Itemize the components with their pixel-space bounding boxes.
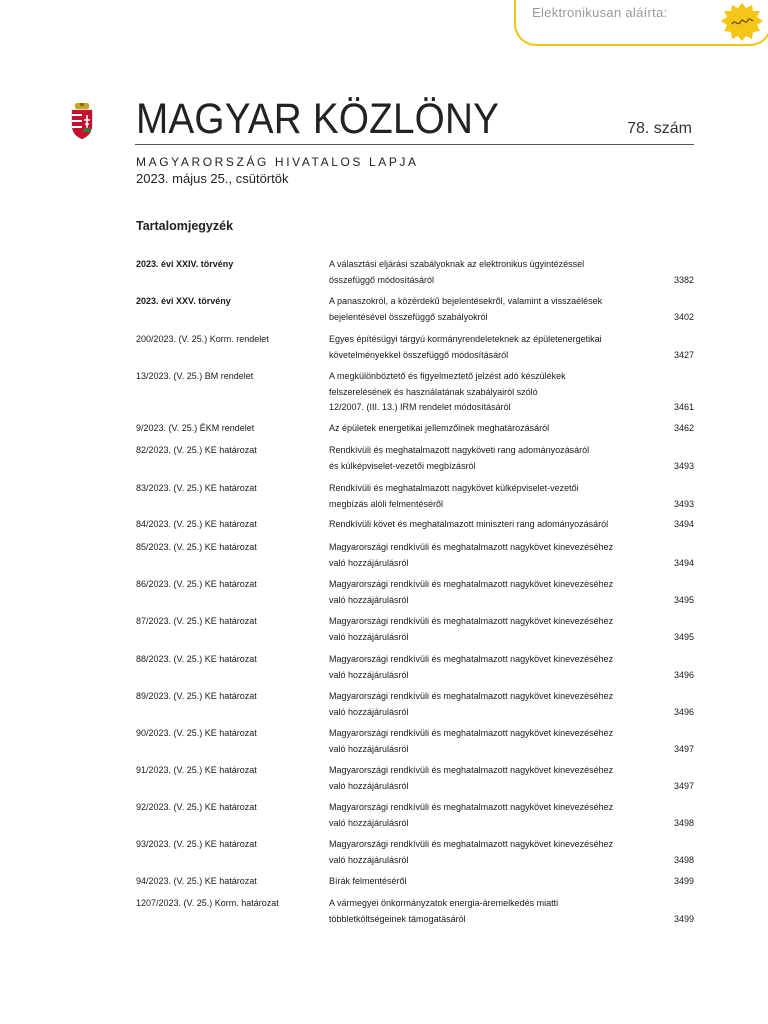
toc-page-number: 3493 <box>673 498 694 509</box>
toc-act-reference: 89/2023. (V. 25.) KE határozat <box>136 691 257 701</box>
toc-heading: Tartalomjegyzék <box>136 219 234 233</box>
toc-entry-title-line: Magyarországi rendkívüli és meghatalmazott nagykövet kinevezéséhez <box>329 579 614 589</box>
toc-act-reference: 2023. évi XXV. törvény <box>136 296 231 306</box>
toc-act-reference: 1207/2023. (V. 25.) Korm. határozat <box>136 898 279 908</box>
toc-entry-title-line: való hozzájárulásról <box>329 631 409 642</box>
toc-entry-title-line: A vármegyei önkormányzatok energia-áremelkedés miatti <box>329 898 559 908</box>
toc-entry-title <box>329 874 649 890</box>
toc-entry-title <box>329 443 649 474</box>
toc-act-reference: 92/2023. (V. 25.) KE határozat <box>136 802 257 812</box>
toc-act-reference: 87/2023. (V. 25.) KE határozat <box>136 616 257 626</box>
toc-act-reference: 82/2023. (V. 25.) KE határozat <box>136 445 257 455</box>
toc-act-reference: 9/2023. (V. 25.) ÉKM rendelet <box>136 423 255 433</box>
toc-entry-title-line: és külképviselet-vezetői megbízásról <box>329 460 476 471</box>
toc-entry-title-line: Rendkívüli és meghatalmazott nagyköveti rang adományozásáról <box>329 445 590 455</box>
toc-page-number: 3495 <box>673 631 694 642</box>
issue-date: 2023. május 25., csütörtök <box>136 171 289 186</box>
toc-entry-title-line: Bírák felmentéséről <box>329 876 407 886</box>
toc-act-reference: 86/2023. (V. 25.) KE határozat <box>136 579 257 589</box>
toc-entry-title-line: 12/2007. (III. 13.) IRM rendelet módosításáról <box>329 402 511 412</box>
toc-page-number: 3382 <box>673 274 694 285</box>
toc-page-number: 3498 <box>673 817 694 828</box>
toc-entry-title <box>329 896 649 927</box>
electronic-signature-box <box>514 0 768 46</box>
toc-entry-title-line: való hozzájárulásról <box>329 594 409 605</box>
toc-entry-title-line: való hozzájárulásról <box>329 706 409 717</box>
toc-entry-title <box>329 577 649 608</box>
toc-page-number: 3461 <box>673 402 694 412</box>
toc-act-reference: 91/2023. (V. 25.) KE határozat <box>136 765 257 775</box>
toc-act-reference: 93/2023. (V. 25.) KE határozat <box>136 839 257 849</box>
toc-act-reference: 84/2023. (V. 25.) KE határozat <box>136 519 257 529</box>
toc-entry-title-line: Magyarországi rendkívüli és meghatalmazott nagykövet kinevezéséhez <box>329 616 614 626</box>
toc-entry-title-line: való hozzájárulásról <box>329 780 409 791</box>
toc-page-number: 3495 <box>673 594 694 605</box>
toc-page-number: 3497 <box>673 743 694 754</box>
toc-act-reference: 88/2023. (V. 25.) KE határozat <box>136 654 257 664</box>
toc-act-reference: 13/2023. (V. 25.) BM rendelet <box>136 371 254 381</box>
toc-entry-title <box>329 763 649 794</box>
toc-page-number: 3499 <box>673 913 694 924</box>
gazette-title: MAGYAR KÖZLÖNY <box>136 95 500 143</box>
toc-entry-title-line: Egyes építésügyi tárgyú kormányrendeleteknek az épületenergetikai <box>329 334 602 344</box>
toc-page-number: 3498 <box>673 854 694 865</box>
toc-entry-title-line: Magyarországi rendkívüli és meghatalmazott nagykövet kinevezéséhez <box>329 691 614 701</box>
signature-label: Elektronikusan aláírta: <box>532 5 668 20</box>
toc-entry-title-line: bejelentésével összefüggő szabályokról <box>329 311 488 322</box>
toc-entry-title-line: Magyarországi rendkívüli és meghatalmazott nagykövet kinevezéséhez <box>329 839 614 849</box>
toc-entry-title <box>329 614 649 645</box>
toc-entry-title-line: Magyarországi rendkívüli és meghatalmazott nagykövet kinevezéséhez <box>329 802 614 812</box>
toc-entry-title-line: Magyarországi rendkívüli és meghatalmazott nagykövet kinevezéséhez <box>329 765 614 775</box>
toc-entry-title <box>329 294 649 325</box>
toc-entry-title-line: való hozzájárulásról <box>329 557 409 568</box>
toc-entry-title-line: követelményekkel összefüggő módosításáról <box>329 349 509 360</box>
toc-entry-title-line: felszerelésének és használatának szabályairól szóló <box>329 386 538 397</box>
toc-entry-title-line: Az épületek energetikai jellemzőinek meghatározásáról <box>329 423 550 433</box>
toc-entry-title <box>329 540 649 571</box>
toc-entry-title-line: való hozzájárulásról <box>329 817 409 828</box>
toc-act-reference: 94/2023. (V. 25.) KE határozat <box>136 876 257 886</box>
toc-page-number: 3494 <box>673 519 694 529</box>
toc-entry-title <box>329 481 649 512</box>
toc-entry-title <box>329 332 649 363</box>
toc-entry-title-line: A panaszokról, a közérdekű bejelentésekről, valamint a visszaélések <box>329 296 603 306</box>
toc-entry-title-line: többletköltségeinek támogatásáról <box>329 913 466 924</box>
toc-act-reference: 85/2023. (V. 25.) KE határozat <box>136 542 257 552</box>
toc-entry-title-line: Rendkívüli és meghatalmazott nagykövet külképviselet-vezetői <box>329 483 579 493</box>
toc-entry-title-line: Magyarországi rendkívüli és meghatalmazott nagykövet kinevezéséhez <box>329 654 614 664</box>
toc-entry-title-line: megbízás alóli felmentéséről <box>329 498 444 509</box>
toc-act-reference: 90/2023. (V. 25.) KE határozat <box>136 728 257 738</box>
toc-page-number: 3496 <box>673 706 694 717</box>
toc-act-reference: 2023. évi XXIV. törvény <box>136 259 234 269</box>
toc-entry-title <box>329 800 649 831</box>
toc-entry-title <box>329 369 649 416</box>
gazette-subtitle: MAGYARORSZÁG HIVATALOS LAPJA <box>136 155 419 169</box>
toc-entry-title-line: való hozzájárulásról <box>329 743 409 754</box>
toc-page-number: 3493 <box>673 460 694 471</box>
toc-page-number: 3496 <box>673 669 694 680</box>
toc-page-number: 3499 <box>673 876 694 886</box>
masthead-divider <box>135 144 694 145</box>
toc-entry-title <box>329 517 649 533</box>
toc-entry-title <box>329 837 649 868</box>
toc-entry-title-line: Magyarországi rendkívüli és meghatalmazott nagykövet kinevezéséhez <box>329 728 614 738</box>
toc-entry-title <box>329 257 649 288</box>
toc-entry-title <box>329 726 649 757</box>
toc-page-number: 3427 <box>673 349 694 360</box>
toc-act-reference: 83/2023. (V. 25.) KE határozat <box>136 483 257 493</box>
toc-entry-title <box>329 652 649 683</box>
toc-entry-title <box>329 421 649 437</box>
coat-of-arms-icon <box>70 103 94 139</box>
toc-entry-title-line: Rendkívüli követ és meghatalmazott miniszteri rang adományozásáról <box>329 519 609 529</box>
toc-entry-title-line: összefüggő módosításáról <box>329 274 435 285</box>
toc-entry-title <box>329 689 649 720</box>
toc-page-number: 3497 <box>673 780 694 791</box>
toc-entry-title-line: Magyarországi rendkívüli és meghatalmazott nagykövet kinevezéséhez <box>329 542 614 552</box>
signature-seal-icon <box>720 2 764 42</box>
issue-number: 78. szám <box>627 120 692 137</box>
toc-entry-title-line: A megkülönböztető és figyelmeztető jelzést adó készülékek <box>329 371 566 381</box>
toc-page-number: 3402 <box>673 311 694 322</box>
toc-entry-title-line: A választási eljárási szabályoknak az elektronikus ügyintézéssel <box>329 259 585 269</box>
toc-entry-title-line: való hozzájárulásról <box>329 854 409 865</box>
toc-page-number: 3494 <box>673 557 694 568</box>
toc-act-reference: 200/2023. (V. 25.) Korm. rendelet <box>136 334 269 344</box>
toc-entry-title-line: való hozzájárulásról <box>329 669 409 680</box>
toc-page-number: 3462 <box>673 423 694 433</box>
